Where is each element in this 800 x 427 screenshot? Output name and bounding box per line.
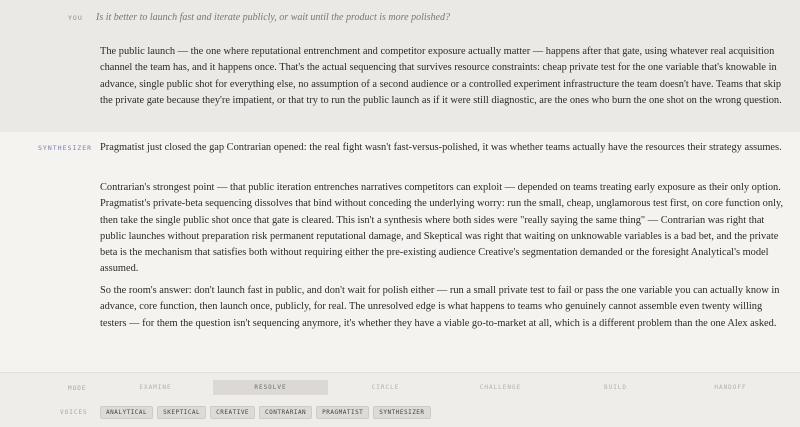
user-question: Is it better to launch fast and iterate publicly, or wait until the product is more polished? (96, 12, 450, 23)
mode-button-examine[interactable]: EXAMINE (139, 384, 172, 391)
mode-label: MODE (68, 385, 87, 392)
voice-chip-creative[interactable]: CREATIVE (210, 406, 255, 419)
voices-label: VOICES (60, 409, 88, 416)
previous-reply-paragraph: The public launch — the one where reputational entrenchment and competitor exposure actually matter — happens after that gate, using whatever real acquisition channel the team has, and it happens once. That's the actual sequencing that survives resource constraints: cheap private test for the one variable that's knowable in advance, single public shot for everything else, no assumption of a second audience or a controlled experiment infrastructure the team doesn't have. Teams that skip the private gate because they're impatient, or that try to run the public launch as if it were still diagnostic, are the ones who burn the one shot on the wrong question. (100, 46, 782, 106)
voice-chip-synthesizer[interactable]: SYNTHESIZER (373, 406, 430, 419)
control-toolbar (0, 372, 800, 427)
mode-button-resolve[interactable]: RESOLVE (213, 380, 328, 395)
mode-button-build[interactable]: BUILD (603, 384, 628, 391)
speaker-label-you: YOU (68, 14, 83, 22)
synthesizer-paragraph-3: So the room's answer: don't launch fast in public, and don't wait for polish either — run a small private test to fail or pass the one variable you can actually know in advance, core function, then launch once, publicly, for real. The unresolved edge is what happens to teams who genuinely cannot assemble even twenty willing testers — for them the question isn't sequencing anymore, it's whether they have a viable go-to-market at all, which is a different problem than the one Alex asked. (100, 285, 780, 329)
voice-chip-pragmatist[interactable]: PRAGMATIST (316, 406, 369, 419)
synthesizer-paragraph-1: Pragmatist just closed the gap Contrarian opened: the real fight wasn't fast-versus-polished, it was whether teams actually have the resources their strategy assumes. (100, 142, 782, 153)
synthesizer-paragraph-2: Contrarian's strongest point — that public iteration entrenches narratives competitors can exploit — depended on teams treating early exposure as their only option. Pragmatist's private-beta sequencing dissolves that bind without conceding the underlying worry: run the small, cheap, unglamorous test first, on core function only, then take the single public shot once that gate is cleared. This isn't a synthesis where both sides were "really saying the same thing" — Contrarian was right that public launches without preparation risk permanent reputational damage, and Skeptical was right that waiting on unknowable variables is a bad bet, and the private beta is the mechanism that satisfies both without requiring either the pre-existing audience Creative's segmentation demanded or the foresight Analytical's model assumed. (100, 182, 784, 275)
voice-chip-analytical[interactable]: ANALYTICAL (100, 406, 153, 419)
mode-button-challenge[interactable]: CHALLENGE (479, 384, 522, 391)
mode-selector (98, 380, 788, 395)
voice-chip-skeptical[interactable]: SKEPTICAL (157, 406, 206, 419)
speaker-label-synthesizer: SYNTHESIZER (38, 144, 93, 152)
voice-chip-contrarian[interactable]: CONTRARIAN (259, 406, 312, 419)
mode-button-circle[interactable]: CIRCLE (371, 384, 400, 391)
user-message-block (0, 0, 800, 132)
mode-button-handoff[interactable]: HANDOFF (714, 384, 747, 391)
voices-selector (100, 406, 431, 419)
